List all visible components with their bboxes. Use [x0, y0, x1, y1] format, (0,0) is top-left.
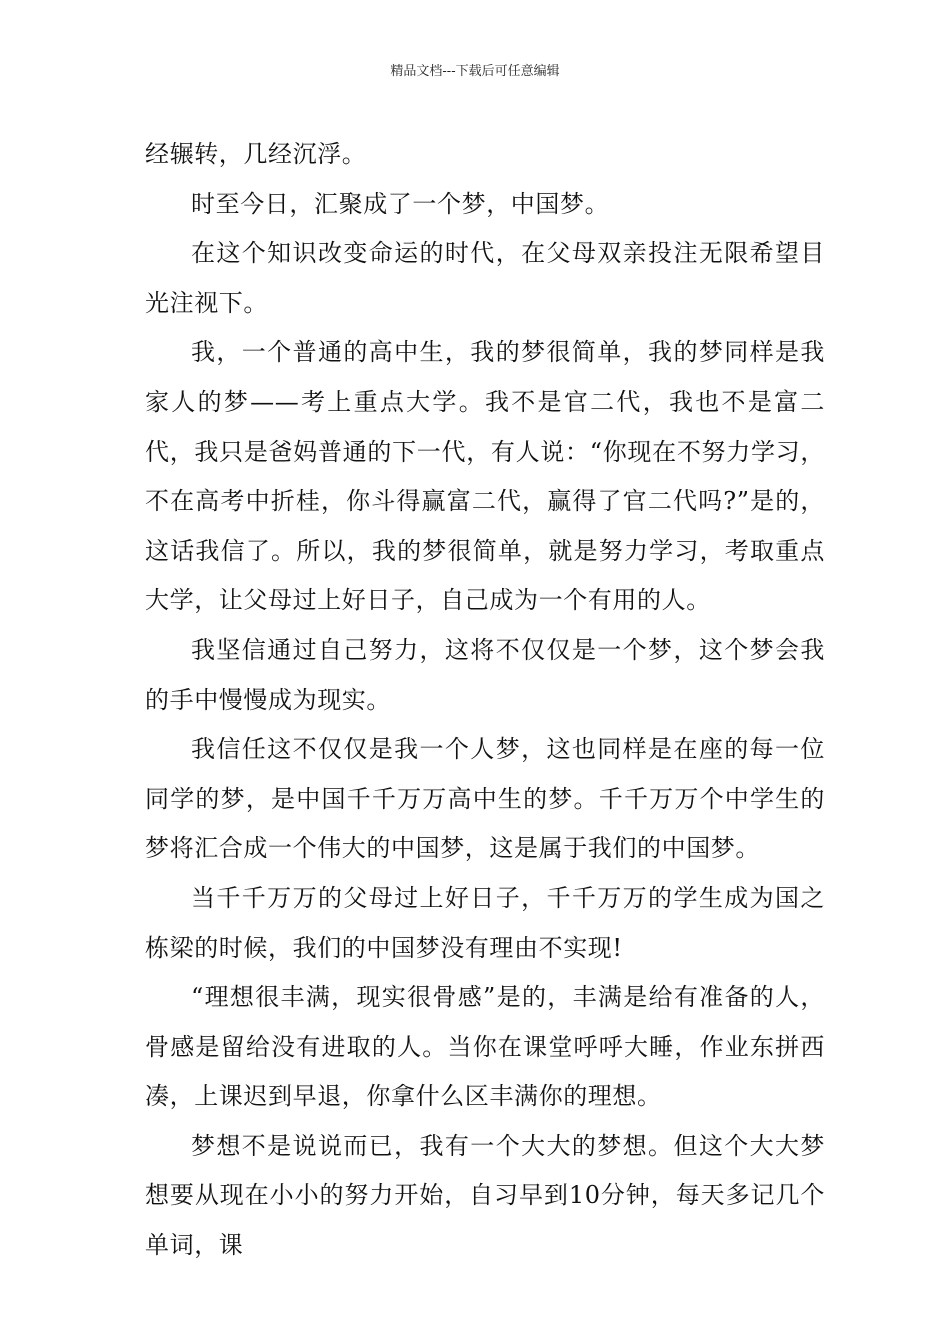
- paragraph: 梦想不是说说而已，我有一个大大的梦想。但这个大大梦想要从现在小小的努力开始，自习早到10分钟，每天多记几个单词，课: [145, 1131, 825, 1260]
- paragraph: 经辗转，几经沉浮。: [145, 140, 367, 168]
- paragraph: 当千千万万的父母过上好日子，千千万万的学生成为国之栋梁的时候，我们的中国梦没有理由不实现!: [145, 883, 825, 962]
- paragraph: 在这个知识改变命运的时代，在父母双亲投注无限希望目光注视下。: [145, 239, 825, 317]
- paragraph: 时至今日，汇聚成了一个梦，中国梦。: [191, 189, 610, 218]
- paragraph: 我信任这不仅仅是我一个人梦，这也同样是在座的每一位同学的梦，是中国千千万万高中生的梦。千千万万个中学生的梦将汇合成一个伟大的中国梦，这是属于我们的中国梦。: [145, 735, 825, 863]
- paragraph: 我，一个普通的高中生，我的梦很简单，我的梦同样是我家人的梦——考上重点大学。我不是官二代，我也不是富二代，我只是爸妈普通的下一代，有人说：“你现在不努力学习，不在高考中折桂，你斗得赢富二代，赢得了官二代吗?”是的，这话我信了。所以，我的梦很简单，就是努力学习，考取重点大学，让父母过上好日子，自己成为一个有用的人。: [145, 338, 825, 615]
- paragraph: 我坚信通过自己努力，这将不仅仅是一个梦，这个梦会我的手中慢慢成为现实。: [145, 635, 825, 714]
- page-header: 精品文档---下载后可任意编辑: [390, 64, 560, 79]
- paragraph: “理想很丰满，现实很骨感”是的，丰满是给有准备的人，骨感是留给没有进取的人。当你在课堂呼呼大睡，作业东拼西凑，上课迟到早退，你拿什么区丰满你的理想。: [145, 983, 825, 1111]
- document-body: [145, 130, 825, 1271]
